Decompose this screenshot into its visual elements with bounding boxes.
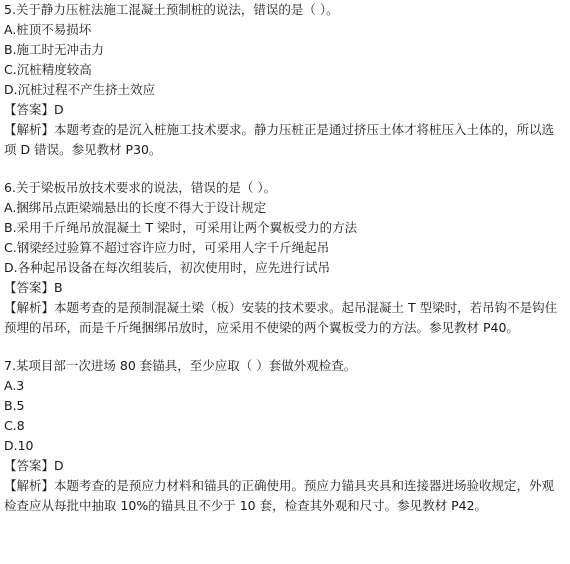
answer-value: D <box>54 102 64 117</box>
question-6 <box>4 178 566 338</box>
analysis-label: 【解析】 <box>4 300 55 315</box>
option-c: C.8 <box>4 418 25 433</box>
option-d: D.10 <box>4 438 34 453</box>
option-b: B.5 <box>4 398 25 413</box>
analysis-label: 【解析】 <box>4 122 55 137</box>
analysis-text: 本题考查的是预制混凝土梁（板）安装的技术要求。起吊混凝土 T 型梁时，若吊钩不是钩住预埋的吊环，而是千斤绳捆绑吊放时，应采用不使梁的两个翼板受力的方法。参见教材 P40。 <box>4 300 558 335</box>
option-b: B.采用千斤绳吊放混凝土 T 梁时，可采用让两个翼板受力的方法 <box>4 220 358 235</box>
option-c: C.钢梁经过验算不超过容许应力时，可采用人字千斤绳起吊 <box>4 240 330 255</box>
option-a: A.桩顶不易损坏 <box>4 22 92 37</box>
option-a: A.捆绑吊点距梁端悬出的长度不得大于设计规定 <box>4 200 267 215</box>
question-5 <box>4 0 566 160</box>
option-c: C.沉桩精度较高 <box>4 62 92 77</box>
option-b: B.施工时无冲击力 <box>4 42 105 57</box>
option-a: A.3 <box>4 378 25 393</box>
question-stem: 6.关于梁板吊放技术要求的说法，错误的是（ ）。 <box>4 180 277 195</box>
analysis-label: 【解析】 <box>4 478 55 493</box>
option-d: D.各种起吊设备在每次组装后，初次使用时，应先进行试吊 <box>4 260 331 275</box>
answer-label: 【答案】 <box>4 458 55 473</box>
answer-label: 【答案】 <box>4 280 55 295</box>
analysis-text: 本题考查的是沉入桩施工技术要求。静力压桩正是通过挤压土体才将桩压入土体的，所以选项 D 错误。参见教材 P30。 <box>4 122 555 157</box>
answer-line <box>4 456 566 476</box>
analysis-paragraph <box>4 298 566 338</box>
question-7 <box>4 356 566 516</box>
answer-value: B <box>54 280 63 295</box>
answer-label: 【答案】 <box>4 102 55 117</box>
question-stem: 5.关于静力压桩法施工混凝土预制桩的说法，错误的是（ ）。 <box>4 2 339 17</box>
option-d: D.沉桩过程不产生挤土效应 <box>4 82 156 97</box>
question-stem: 7.某项目部一次进场 80 套锚具，至少应取（ ）套做外观检查。 <box>4 358 357 373</box>
analysis-paragraph <box>4 120 566 160</box>
answer-value: D <box>54 458 64 473</box>
analysis-paragraph <box>4 476 566 516</box>
analysis-text: 本题考查的是预应力材料和锚具的正确使用。预应力锚具夹具和连接器进场验收规定，外观检查应从每批中抽取 10%的锚具且不少于 10 套，检查其外观和尺寸。参见教材 P42。 <box>4 478 555 513</box>
answer-line <box>4 100 566 120</box>
answer-line <box>4 278 566 298</box>
